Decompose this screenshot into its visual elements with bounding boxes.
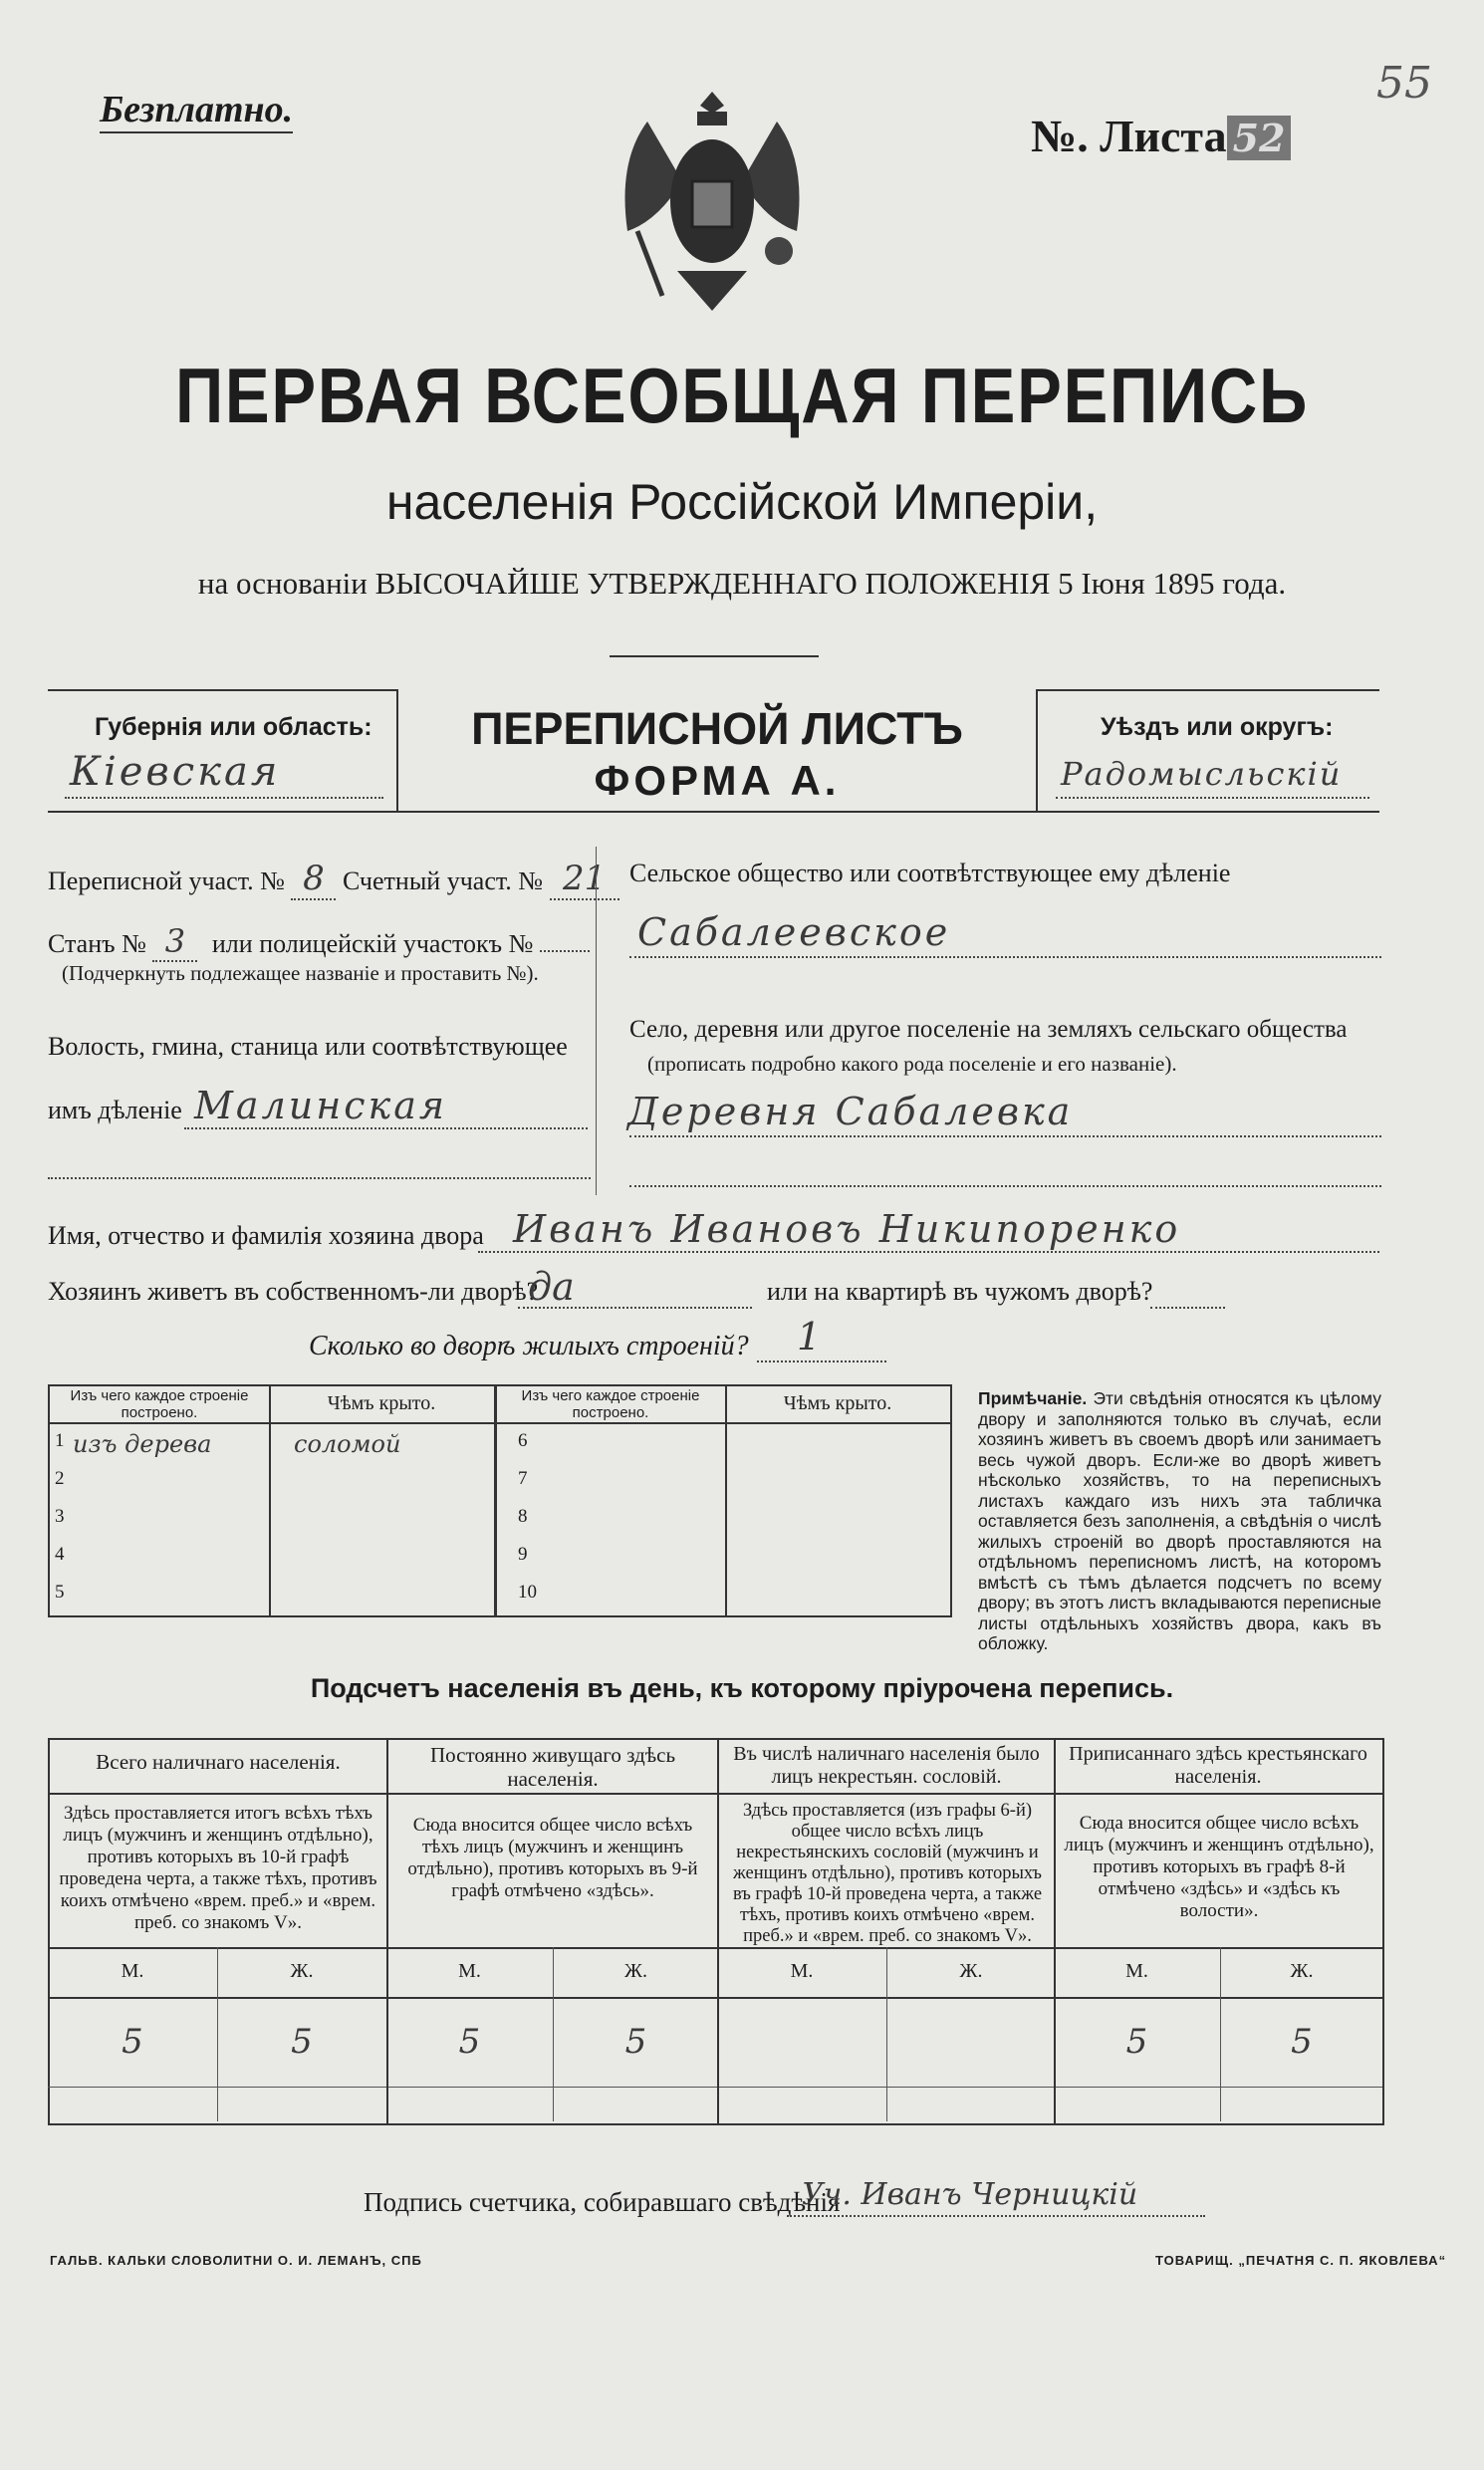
- district-label: Уѣздъ или округъ:: [1101, 713, 1334, 741]
- counting-area-value: 21: [550, 859, 619, 900]
- province-value: Кіевская: [70, 749, 281, 795]
- own-yard-value: да: [528, 1265, 575, 1309]
- table-row: 4: [55, 1544, 65, 1565]
- f-label-permanent: Ж.: [624, 1960, 647, 1982]
- census-area-label: Переписной участ. №: [48, 866, 285, 895]
- buildings-right-rows: [518, 1430, 537, 1619]
- owner-name-label: Имя, отчество и фамилія хозяина двора: [48, 1221, 484, 1250]
- free-label: Безплатно.: [100, 88, 293, 133]
- sheet-number-value: 52: [1227, 116, 1292, 160]
- stan-note: (Подчеркнуть подлежащее названіе и проставить №).: [62, 961, 539, 985]
- col-material-right: Изъ чего каждое строеніе построено.: [521, 1387, 700, 1421]
- form-name: ФОРМА А.: [594, 757, 841, 804]
- f-label-nonpeasant: Ж.: [959, 1960, 983, 1982]
- row-material: изъ дерева: [73, 1430, 212, 1458]
- police-label: или полицейскій участокъ №: [211, 929, 534, 958]
- table-row: 5: [55, 1582, 65, 1603]
- m-value-permanent: 5: [458, 2022, 481, 2062]
- signature-value: Уч. Иванъ Черницкій: [802, 2177, 1138, 2212]
- village-value: Деревня Сабалевка: [627, 1090, 1074, 1133]
- footer-printer-left: ГАЛЬВ. КАЛЬКИ СЛОВОЛИТНИ О. И. ЛЕМАНЪ, СПБ: [50, 2253, 422, 2268]
- f-label-total: Ж.: [290, 1960, 314, 1982]
- village-label: Село, деревня или другое поселеніе на земляхъ сельскаго общества: [629, 1016, 1348, 1043]
- note-title: Примѣчаніе.: [978, 1388, 1088, 1408]
- buildings-value: 1: [797, 1315, 822, 1358]
- stan-label: Станъ №: [48, 929, 146, 958]
- census-area-row: [48, 859, 619, 900]
- group-desc-permanent: Сюда вносится общее число всѣхъ тѣхъ лицъ (мужчинъ и женщинъ отдѣльно), противъ которыхъ въ 9-й графѣ отмѣчено «здѣсь».: [407, 1815, 698, 1901]
- f-value-total: 5: [291, 2022, 313, 2062]
- m-label-nonpeasant: М.: [790, 1960, 814, 1982]
- m-label-total: М.: [121, 1960, 144, 1982]
- footer-printer-right: ТОВАРИЩ. „ПЕЧАТНЯ С. П. ЯКОВЛЕВА“: [1155, 2253, 1447, 2268]
- m-value-registered: 5: [1125, 2022, 1148, 2062]
- sheet-number-label: [1031, 110, 1291, 162]
- m-label-registered: М.: [1125, 1960, 1148, 1982]
- census-area-value: 8: [291, 859, 336, 900]
- group-title-nonpeasant: Въ числѣ наличнаго населенія было лицъ некрестьян. сословій.: [733, 1743, 1040, 1788]
- table-row: [55, 1430, 401, 1468]
- group-title-permanent: Постоянно живущаго здѣсь населенія.: [429, 1743, 676, 1791]
- buildings-left-rows: [55, 1430, 401, 1619]
- table-row: 3: [55, 1506, 65, 1527]
- group-desc-total: Здѣсь проставляется итогъ всѣхъ тѣхъ лицъ (мужчинъ и женщинъ отдѣльно), противъ которыхъ въ 10-й графѣ проведена черта, а также тѣхъ, противъ коихъ отмѣчено «врем. преб.» и «врем. преб. со знакомъ V».: [59, 1803, 377, 1933]
- sheet-number-text: №. Листа: [1031, 111, 1227, 161]
- society-label: Сельское общество или соотвѣтствующее ему дѣленіе: [629, 859, 1231, 887]
- volost-label-2: имъ дѣленіе: [48, 1096, 182, 1124]
- m-label-permanent: М.: [458, 1960, 481, 1982]
- volost-label-1: Волость, гмина, станица или соотвѣтствующее: [48, 1032, 568, 1061]
- main-title: ПЕРВАЯ ВСЕОБЩАЯ ПЕРЕПИСЬ: [174, 352, 1310, 439]
- f-label-registered: Ж.: [1290, 1960, 1314, 1982]
- subtitle: населенія Россійской Имперіи,: [385, 474, 1099, 530]
- table-row: 9: [518, 1544, 528, 1565]
- population-heading: Подсчетъ населенія въ день, къ которому пріурочена перепись.: [310, 1673, 1174, 1703]
- col-material-left: Изъ чего каждое строеніе построено.: [70, 1387, 249, 1421]
- signature-label: Подпись счетчика, собиравшаго свѣдѣнія: [364, 2187, 841, 2217]
- f-value-permanent: 5: [624, 2022, 647, 2062]
- f-value-registered: 5: [1291, 2022, 1313, 2062]
- page-number: 55: [1376, 58, 1432, 109]
- volost-value: Малинская: [194, 1084, 448, 1127]
- own-yard-label: Хозяинъ живетъ въ собственномъ-ли дворѣ?: [48, 1277, 539, 1306]
- basis-line: на основаніи ВЫСОЧАЙШЕ УТВЕРЖДЕННАГО ПОЛОЖЕНІЯ 5 Іюня 1895 года.: [197, 566, 1287, 601]
- form-title: ПЕРЕПИСНОЙ ЛИСТЪ: [471, 703, 963, 754]
- table-row: 2: [55, 1468, 65, 1489]
- table-row: 8: [518, 1506, 528, 1527]
- imperial-eagle-emblem: [608, 82, 817, 321]
- group-desc-registered: Сюда вносится общее число всѣхъ лицъ (мужчинъ и женщинъ отдѣльно), противъ которыхъ въ графѣ 8-й отмѣчено «здѣсь» и «здѣсь къ волости».: [1064, 1813, 1374, 1921]
- row-roof: соломой: [294, 1430, 401, 1458]
- stan-value: 3: [152, 922, 197, 962]
- group-title-registered: Приписаннаго здѣсь крестьянскаго населенія.: [1069, 1743, 1367, 1788]
- owner-name-value: Иванъ Ивановъ Никипоренко: [513, 1207, 1181, 1251]
- province-label: Губернія или область:: [95, 713, 372, 741]
- other-yard-label: или на квартирѣ въ чужомъ дворѣ?: [767, 1277, 1153, 1306]
- society-value: Сабалеевское: [637, 910, 951, 954]
- district-value: Радомысльскій: [1061, 755, 1343, 793]
- col-roof-left: Чѣмъ крыто.: [327, 1392, 436, 1414]
- group-title-total: Всего наличнаго населенія.: [96, 1750, 341, 1774]
- m-value-total: 5: [122, 2022, 143, 2062]
- row-number: 1: [55, 1430, 65, 1451]
- table-row: 7: [518, 1468, 528, 1489]
- buildings-note: [978, 1388, 1381, 1654]
- buildings-label: Сколько во дворѣ жилыхъ строеній?: [309, 1331, 749, 1361]
- stan-row: [48, 922, 590, 962]
- col-roof-right: Чѣмъ крыто.: [783, 1392, 892, 1414]
- group-desc-nonpeasant: Здѣсь проставляется (изъ графы 6-й) общее число всѣхъ лицъ некрестьянскихъ сословій (мужчинъ и женщинъ отдѣльно), противъ которыхъ въ графѣ 10-й проведена черта, а также тѣхъ, противъ коихъ отмѣчено «врем. преб.» и «врем. преб. со знакомъ V».: [732, 1801, 1043, 1946]
- counting-area-label: Счетный участ. №: [342, 866, 544, 895]
- village-note: (прописать подробно какого рода поселеніе и его названіе).: [647, 1052, 1177, 1076]
- note-text: Эти свѣдѣнія относятся къ цѣлому двору и заполняются только въ случаѣ, если хозяинъ живетъ въ своемъ дворѣ или занимаетъ весь чужой дворъ. Если-же во дворѣ живетъ нѣсколько хозяйствъ, то на переписныхъ листахъ каждаго изъ нихъ эта табличка оставляется безъ заполненія, а свѣдѣнія о числѣ жилыхъ строеній во дворѣ проставляются на отдѣльномъ переписномъ листѣ, на которомъ вмѣстѣ съ тѣмъ дѣлается подсчетъ по всему двору; въ этотъ листъ вкладываются переписные листы отдѣльныхъ хозяйствъ двора, какъ въ обложку.: [978, 1388, 1381, 1653]
- table-row: 10: [518, 1582, 537, 1603]
- table-row: 6: [518, 1430, 528, 1451]
